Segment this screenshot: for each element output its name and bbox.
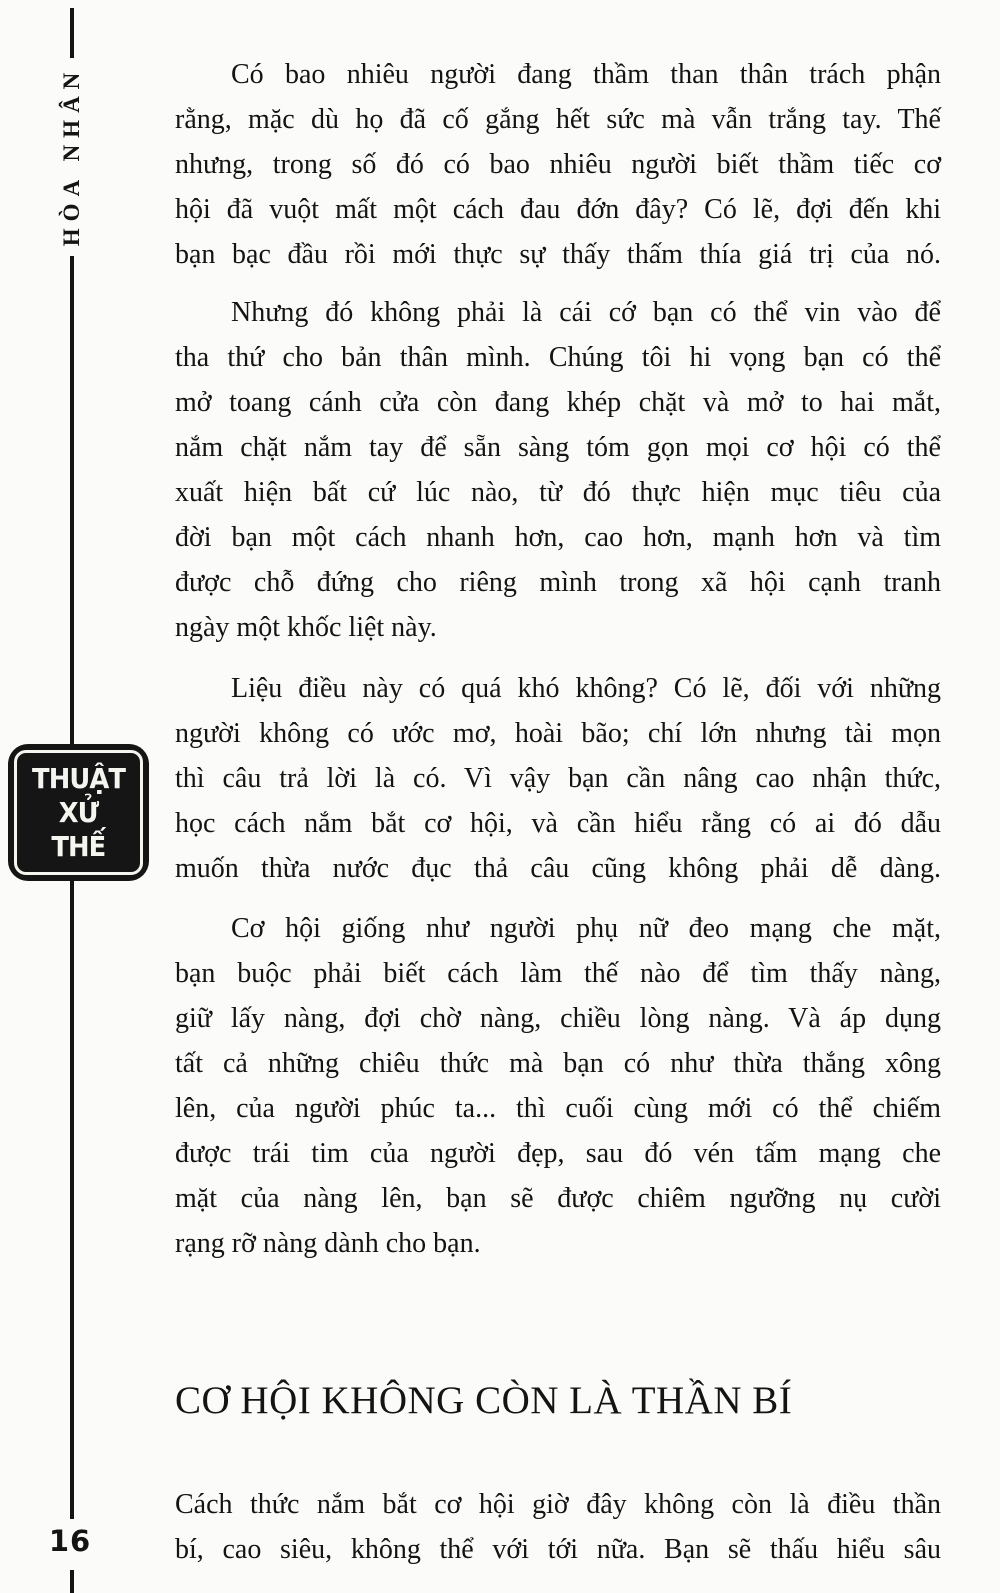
body-paragraph-1 <box>175 52 941 277</box>
series-stamp <box>8 744 149 881</box>
margin-rule-top <box>70 8 74 58</box>
text-line: ngày một khốc liệt này. <box>175 612 437 643</box>
text-line: bạn buộc phải biết cách làm thế nào để tìm thấy nàng, <box>175 958 941 989</box>
series-stamp-text <box>14 750 143 875</box>
text-line: người không có ước mơ, hoài bão; chí lớn nhưng tài mọn <box>175 718 941 749</box>
text-line: bạn bạc đầu rồi mới thực sự thấy thấm thía giá trị của nó. <box>175 239 941 270</box>
body-paragraph-4 <box>175 906 941 1266</box>
text-line: Liệu điều này có quá khó không? Có lẽ, đối với những <box>231 673 941 704</box>
text-line: THUẬT <box>32 761 125 795</box>
text-line: được trái tim của người đẹp, sau đó vén tấm mạng che <box>175 1138 941 1169</box>
text-line: Cơ hội giống như người phụ nữ đeo mạng che mặt, <box>231 913 941 944</box>
author-name-vertical: HÒA NHÂN <box>59 65 84 247</box>
text-line: đời bạn một cách nhanh hơn, cao hơn, mạnh hơn và tìm <box>175 522 941 553</box>
text-line: giữ lấy nàng, đợi chờ nàng, chiều lòng nàng. Và áp dụng <box>175 1003 941 1034</box>
text-line: Có bao nhiêu người đang thầm than thân trách phận <box>231 59 941 90</box>
text-line: mặt của nàng lên, bạn sẽ được chiêm ngưỡng nụ cười <box>175 1183 941 1214</box>
text-line: thì câu trả lời là có. Vì vậy bạn cần nâng cao nhận thức, <box>175 763 941 794</box>
text-line: mở toang cánh cửa còn đang khép chặt và mở to hai mắt, <box>175 387 941 418</box>
text-line: bí, cao siêu, không thể với tới nữa. Bạn sẽ thấu hiểu sâu <box>175 1534 941 1565</box>
margin-rule-lower <box>70 881 74 1519</box>
text-line: muốn thừa nước đục thả câu cũng không phải dễ dàng. <box>175 853 941 884</box>
text-line: lên, của người phúc ta... thì cuối cùng mới có thể chiếm <box>175 1093 941 1124</box>
body-paragraph-3 <box>175 666 941 891</box>
text-line: nắm chặt nắm tay để sẵn sàng tóm gọn mọi cơ hội có thể <box>175 432 941 463</box>
text-line: Cách thức nắm bắt cơ hội giờ đây không còn là điều thần <box>175 1489 941 1520</box>
text-line: rạng rỡ nàng dành cho bạn. <box>175 1228 481 1259</box>
margin-rule-bottom <box>70 1570 74 1593</box>
text-line: xuất hiện bất cứ lúc nào, từ đó thực hiện mục tiêu của <box>175 477 941 508</box>
text-line: tất cả những chiêu thức mà bạn có như thừa thắng xông <box>175 1048 941 1079</box>
text-line: học cách nắm bắt cơ hội, và cần hiểu rằng có ai đó dẫu <box>175 808 941 839</box>
section-heading: CƠ HỘI KHÔNG CÒN LÀ THẦN BÍ <box>175 1379 793 1422</box>
text-line: XỬ <box>58 795 99 829</box>
text-line: tha thứ cho bản thân mình. Chúng tôi hi vọng bạn có thể <box>175 342 941 373</box>
text-line: nhưng, trong số đó có bao nhiêu người biết thầm tiếc cơ <box>175 149 941 180</box>
text-line: hội đã vuột mất một cách đau đớn đây? Có lẽ, đợi đến khi <box>175 194 941 225</box>
margin-rule-upper <box>70 256 74 744</box>
body-paragraph-2 <box>175 290 941 650</box>
text-line: được chỗ đứng cho riêng mình trong xã hội cạnh tranh <box>175 567 941 598</box>
text-line: Nhưng đó không phải là cái cớ bạn có thể vin vào để <box>231 297 941 328</box>
page-number: 16 <box>48 1524 92 1558</box>
text-line: THẾ <box>51 829 106 863</box>
text-line: rằng, mặc dù họ đã cố gắng hết sức mà vẫn trắng tay. Thế <box>175 104 941 135</box>
body-paragraph-5 <box>175 1482 941 1572</box>
